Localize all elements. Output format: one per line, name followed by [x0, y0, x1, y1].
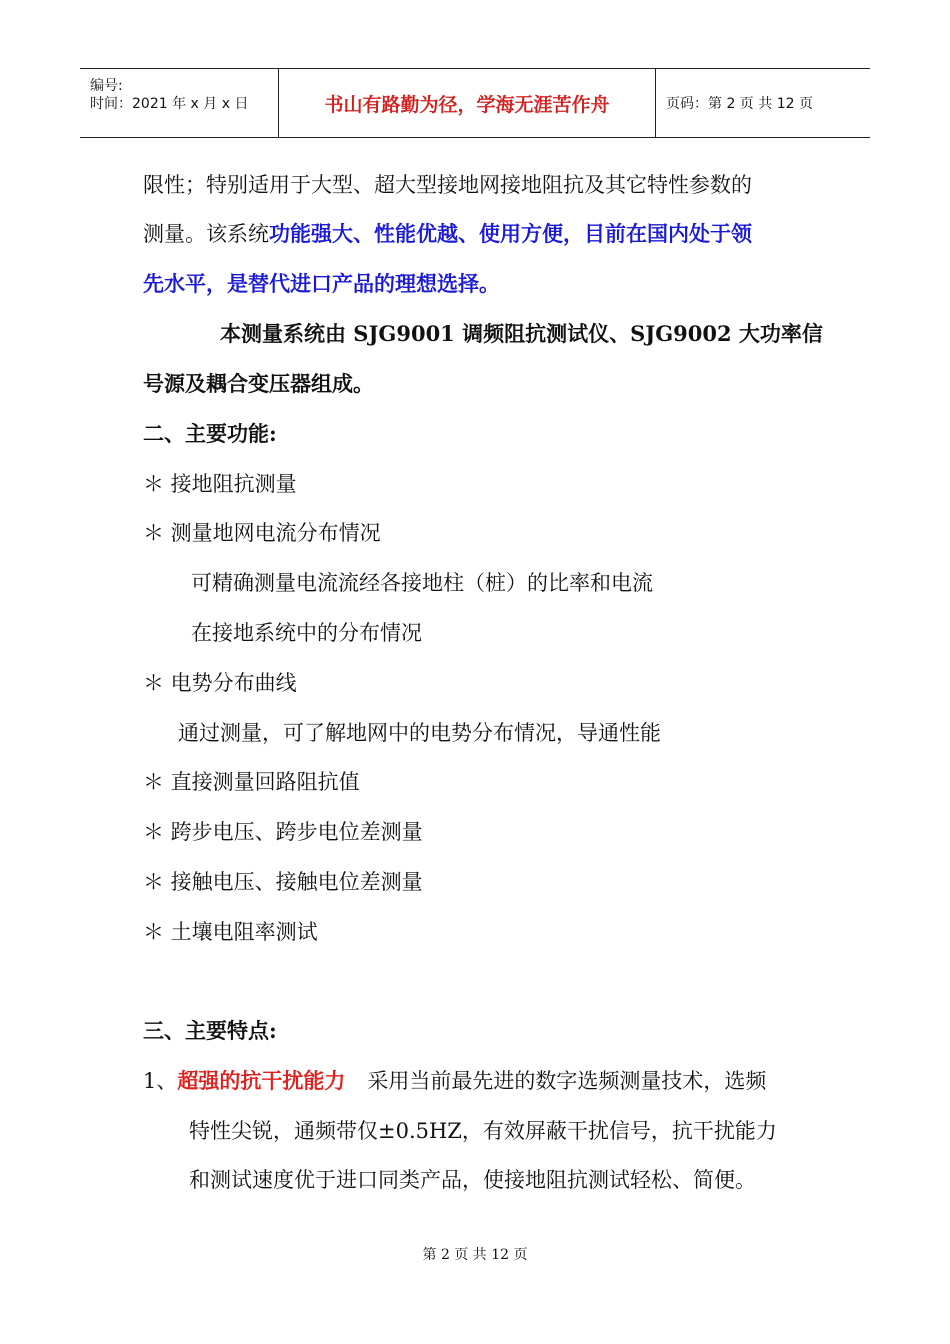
paragraph-text: 测量。该系统: [143, 222, 269, 246]
paragraph-line: [143, 220, 752, 248]
feature-item: ＊ 接触电压、接触电位差测量: [143, 870, 423, 894]
feature-desc: 通过测量，可了解地网中的电势分布情况，导通性能: [178, 721, 661, 745]
feature-item: ＊ 电势分布曲线: [143, 671, 297, 695]
highlight-text: 功能强大、性能优越、使用方便，目前在国内处于领: [269, 221, 752, 246]
point-line: 和测试速度优于进口同类产品，使接地阻抗测试轻松、简便。: [189, 1168, 756, 1192]
feature-item: ＊ 土壤电阻率测试: [143, 920, 318, 944]
highlight-line: 先水平，是替代进口产品的理想选择。: [143, 271, 500, 296]
feature-desc: 可精确测量电流流经各接地柱（桩）的比率和电流: [191, 571, 653, 595]
page-footer: 第 2 页 共 12 页: [422, 1247, 528, 1263]
point-title: 超强的抗干扰能力: [177, 1069, 346, 1093]
header-motto: 书山有路勤为径，学海无涯苦作舟: [279, 69, 656, 137]
paragraph-line: 限性；特别适用于大型、超大型接地网接地阻抗及其它特性参数的: [143, 173, 752, 197]
feature-desc: 在接地系统中的分布情况: [191, 621, 422, 645]
time-label: 时间：2021 年 x 月 x 日: [90, 96, 249, 112]
paragraph-line: 本测量系统由 SJG9001 调频阻抗测试仪、SJG9002 大功率信: [220, 321, 823, 346]
paragraph-line: 号源及耦合变压器组成。: [143, 371, 374, 396]
feature-item: ＊ 测量地网电流分布情况: [143, 521, 381, 545]
number-label: 编号:: [90, 78, 123, 94]
feature-item: ＊ 直接测量回路阻抗值: [143, 770, 360, 794]
point-number: 1、: [143, 1069, 178, 1093]
feature-point: [143, 1067, 766, 1095]
feature-item: ＊ 接地阻抗测量: [143, 472, 297, 496]
section-title: 二、主要功能:: [143, 421, 277, 446]
section-title: 三、主要特点:: [143, 1018, 277, 1043]
header-meta: [80, 69, 279, 137]
point-line: 特性尖锐，通频带仅±0.5HZ，有效屏蔽干扰信号，抗干扰能力: [189, 1119, 777, 1143]
page-header: [80, 68, 870, 138]
point-text: 采用当前最先进的数字选频测量技术，选频: [367, 1069, 767, 1093]
feature-item: ＊ 跨步电压、跨步电位差测量: [143, 820, 423, 844]
header-page-info: 页码：第 2 页 共 12 页: [666, 96, 813, 112]
